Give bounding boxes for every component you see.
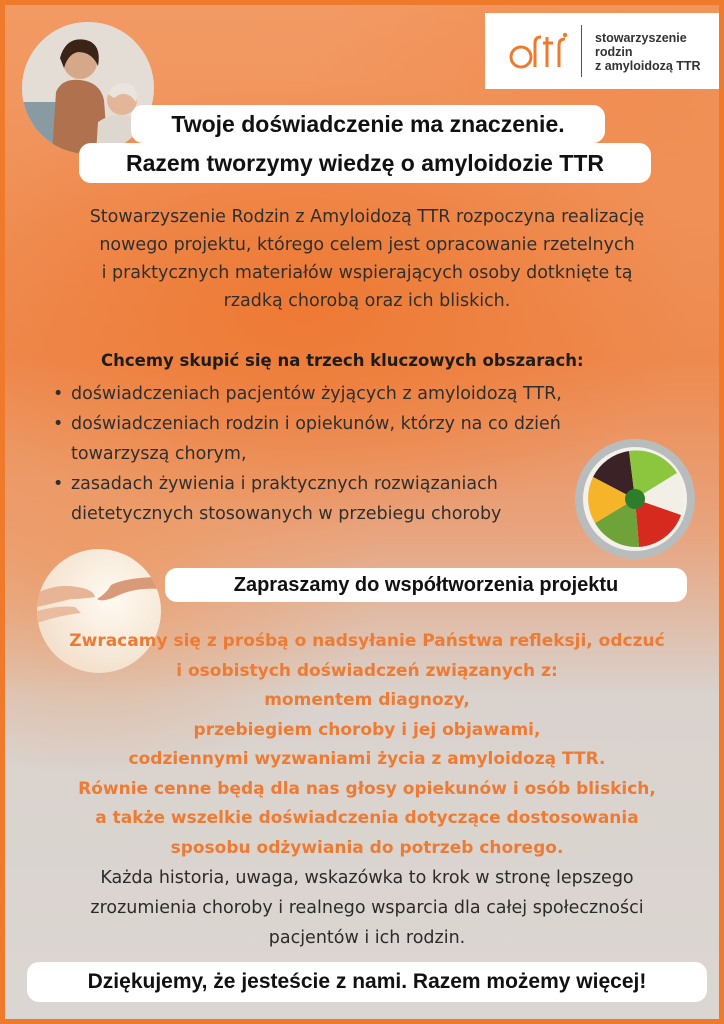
request-line: a także wszelkie doświadczenia dotyczące dostosowania xyxy=(95,808,639,828)
closing-line: pacjentów i ich rodzin. xyxy=(268,928,466,948)
logo-text xyxy=(595,31,701,73)
request-line: przebiegiem choroby i jej objawami, xyxy=(193,719,541,740)
intro-line: Stowarzyszenie Rodzin z Amyloidozą TTR rozpoczyna realizację xyxy=(89,207,645,227)
areas-list xyxy=(53,379,562,529)
request-line: Zwracamy się z prośbą o nadsyłanie Państwa refleksji, odczuć xyxy=(69,631,665,651)
closing-paragraph xyxy=(17,863,717,953)
list-item-line: towarzyszą chorym, xyxy=(71,444,247,464)
request-paragraph xyxy=(17,627,717,863)
request-line: momentem diagnozy, xyxy=(264,690,470,710)
logo-text-line: z amyloidozą TTR xyxy=(595,59,701,73)
request-line: Równie cenne będą dla nas głosy opiekunów i osób bliskich, xyxy=(78,778,656,799)
list-item-line: dietetycznych stosowanych w przebiegu choroby xyxy=(71,504,502,524)
list-item xyxy=(53,379,562,409)
request-line: codziennymi wyzwaniami życia z amyloidozą TTR. xyxy=(128,749,606,769)
headline-line-1: Twoje doświadczenie ma znaczenie. xyxy=(131,105,605,143)
thanks-banner: Dziękujemy, że jesteście z nami. Razem możemy więcej! xyxy=(27,962,707,1002)
logo-text-line: rodzin xyxy=(595,45,633,59)
areas-heading: Chcemy skupić się na trzech kluczowych obszarach: xyxy=(101,351,584,370)
logo-mark-icon xyxy=(509,31,569,71)
list-item-line: zasadach żywienia i praktycznych rozwiązaniach xyxy=(71,474,498,494)
organization-logo xyxy=(485,13,720,89)
food-bowl-photo xyxy=(573,437,697,561)
closing-line: Każda historia, uwaga, wskazówka to krok w stronę lepszego xyxy=(100,868,634,888)
invite-heading: Zapraszamy do współtworzenia projektu xyxy=(165,568,687,602)
headline-line-2: Razem tworzymy wiedzę o amyloidozie TTR xyxy=(79,143,651,183)
list-item xyxy=(53,469,562,529)
list-item-line: doświadczeniach pacjentów żyjących z amyloidozą TTR, xyxy=(71,384,562,404)
intro-line: rzadką chorobą oraz ich bliskich. xyxy=(223,291,511,311)
intro-line: nowego projektu, którego celem jest opracowanie rzetelnych xyxy=(99,235,635,255)
list-item xyxy=(53,409,562,469)
request-line: i osobistych doświadczeń związanych z: xyxy=(176,660,558,681)
logo-text-line: stowarzyszenie xyxy=(595,31,687,45)
logo-divider xyxy=(581,25,582,77)
request-line: sposobu odżywiania do potrzeb chorego. xyxy=(170,837,564,858)
closing-line: zrozumienia choroby i realnego wsparcia dla całej społeczności xyxy=(90,898,644,918)
intro-line: i praktycznych materiałów wspierających osoby dotknięte tą xyxy=(101,263,633,283)
intro-paragraph xyxy=(35,203,699,315)
list-item-line: doświadczeniach rodzin i opiekunów, którzy na co dzień xyxy=(71,414,561,434)
